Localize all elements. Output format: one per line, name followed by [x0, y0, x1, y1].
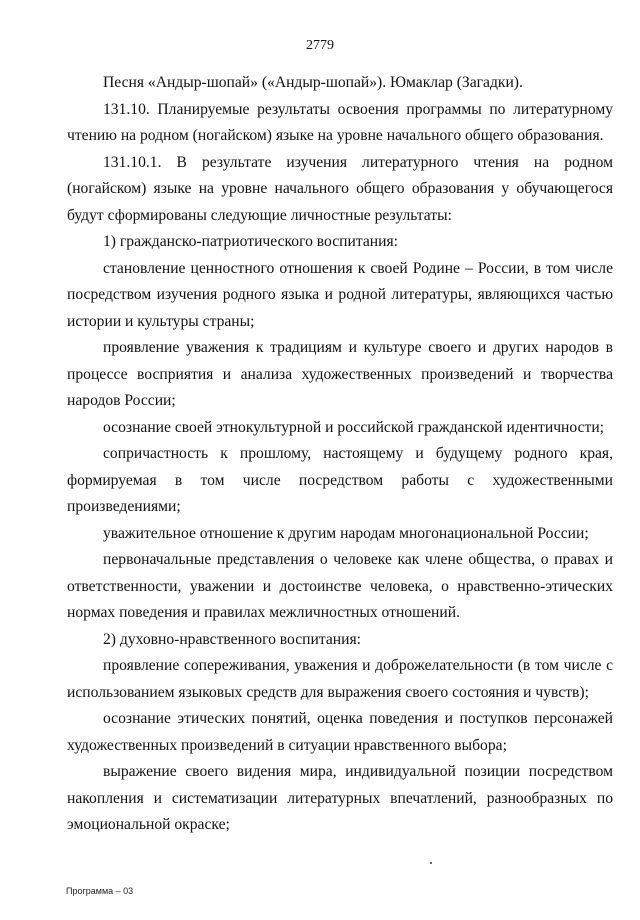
page-number: 2779	[306, 38, 334, 53]
paragraph-ethics-awareness: осознание этических понятий, оценка поведения и поступков персонажей художественных произведений в ситуации нравственного выбора;	[67, 710, 613, 754]
paragraph-moral-heading: 2) духовно-нравственного воспитания:	[103, 630, 361, 648]
paragraph-planned-results: 131.10. Планируемые результаты освоения программы по литературному чтению на родном (ногайском) языке на уровне начального общего образования.	[67, 100, 613, 144]
scan-speck	[430, 862, 432, 864]
paragraph-worldview: выражение своего видения мира, индивидуальной позиции посредством накопления и систематизации литературных впечатлений, разнообразных по эмоциональной окраске;	[67, 763, 613, 833]
page-footer: Программа – 03	[66, 886, 134, 896]
paragraph-respect-peoples: уважительное отношение к другим народам многонациональной России;	[103, 524, 589, 542]
paragraph-native-land: сопричастность к прошлому, настоящему и будущему родного края, формируемая в том числе посредством работы с художественными произведениями;	[67, 445, 613, 515]
paragraph-civic-heading: 1) гражданско-патриотического воспитания:	[103, 233, 398, 250]
paragraph-society-ideas: первоначальные представления о человеке как члене общества, о правах и ответственности, уважении и достоинстве человека, о нравственно-этических нормах поведения и правилах межличностных отношений.	[67, 551, 613, 621]
paragraph-identity-awareness: осознание своей этнокультурной и российской гражданской идентичности;	[103, 418, 605, 436]
paragraph-traditions-respect: проявление уважения к традициям и культуре своего и других народов в процессе восприятия и анализа художественных произведений и творчества народов России;	[67, 339, 613, 409]
paragraph-personal-results-intro: 131.10.1. В результате изучения литературного чтения на родном (ногайском) языке на уровне начального общего образования у обучающегося будут сформированы следующие личностные результаты:	[67, 153, 613, 224]
paragraph-homeland-value: становление ценностного отношения к своей Родине – России, в том числе посредством изучения родного языка и родной литературы, являющихся частью истории и культуры страны;	[67, 259, 613, 330]
paragraph-song-title: Песня «Андыр-шопай» («Андыр-шопай»). Юмаклар (Загадки).	[103, 74, 523, 91]
document-body	[67, 70, 613, 839]
paragraph-empathy: проявление сопереживания, уважения и доброжелательности (в том числе с использованием языковых средств для выражения своего состояния и чувств);	[67, 657, 613, 701]
